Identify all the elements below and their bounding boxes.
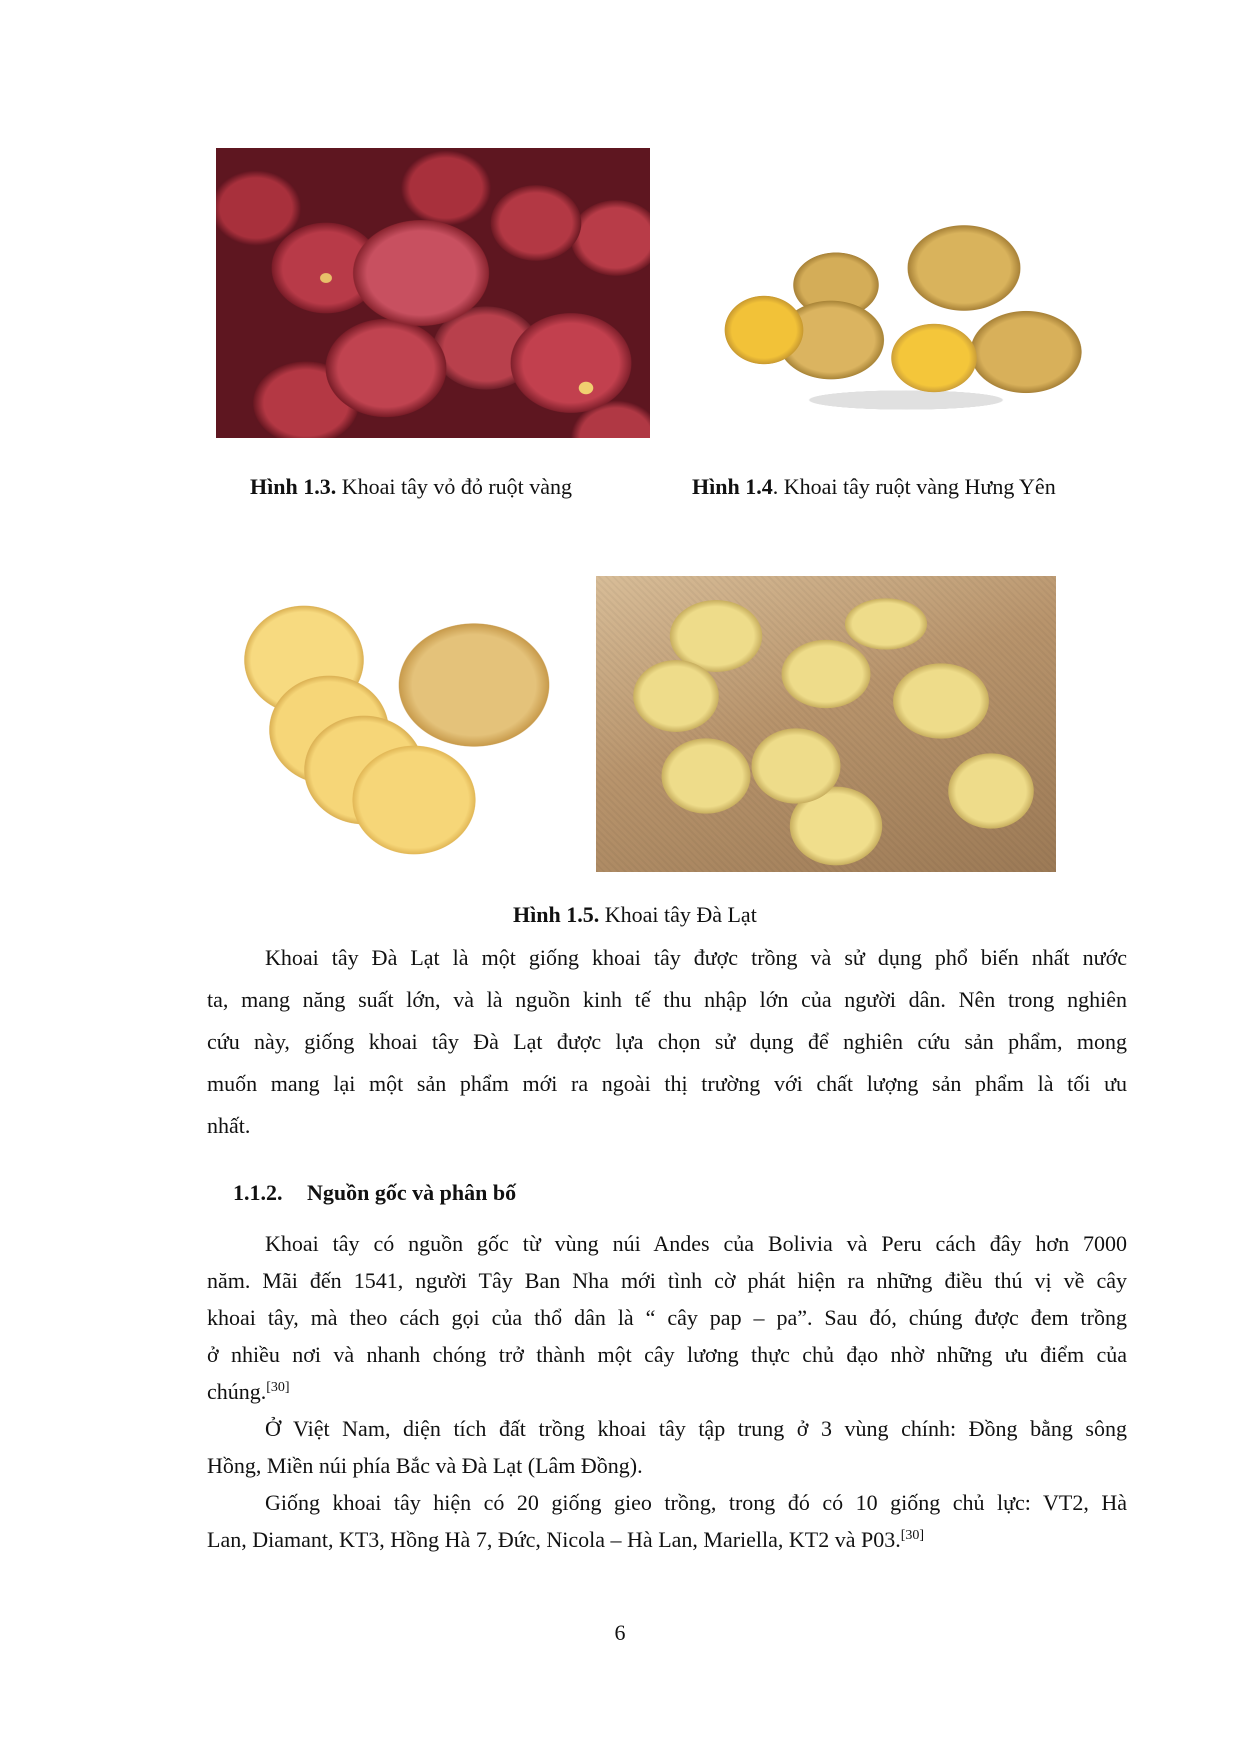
figure-1-3-image (216, 148, 650, 438)
figure-1-3-caption (250, 474, 572, 500)
paragraph-varieties (207, 1484, 1127, 1558)
text-line: Khoai tây có nguồn gốc từ vùng núi Andes của Bolivia và Peru cách đây hơn 7000 (265, 1231, 1127, 1256)
text-line: Giống khoai tây hiện có 20 giống gieo trồng, trong đó có 10 giống chủ lực: VT2, Hà (265, 1490, 1127, 1515)
caption-label: Hình 1.5. (513, 902, 600, 927)
text-line: ở nhiều nơi và nhanh chóng trở thành một cây lương thực chủ đạo nhờ những ưu điểm của (207, 1342, 1127, 1367)
figure-1-5-caption (513, 902, 757, 928)
page-number: 6 (614, 1620, 626, 1645)
text-line: muốn mang lại một sản phẩm mới ra ngoài thị trường với chất lượng sản phẩm là tối ưu (207, 1071, 1127, 1096)
caption-text: Khoai tây vỏ đỏ ruột vàng (336, 474, 573, 499)
section-number: 1.1.2. (233, 1180, 283, 1205)
citation-ref: [30] (900, 1528, 925, 1543)
figure-1-5-image-burlap (596, 576, 1056, 872)
text-line: nhất. (207, 1113, 251, 1138)
figure-1-4-image (706, 210, 1096, 410)
figure-1-5-image-sliced (244, 590, 574, 870)
section-title: Nguồn gốc và phân bố (307, 1180, 517, 1205)
citation-ref: [30] (266, 1380, 290, 1395)
text-line: Lan, Diamant, KT3, Hồng Hà 7, Đức, Nicola – Hà Lan, Mariella, KT2 và P03. (207, 1527, 901, 1552)
text-line: cứu này, giống khoai tây Đà Lạt được lựa chọn sử dụng để nghiên cứu sản phẩm, mong (207, 1029, 1127, 1054)
paragraph-origin (207, 1225, 1127, 1410)
text-line: năm. Mãi đến 1541, người Tây Ban Nha mới tình cờ phát hiện ra những điều thú vị về cây (207, 1268, 1127, 1293)
figure-1-4-caption (692, 474, 1056, 500)
paragraph-regions (207, 1410, 1127, 1484)
text-line: Hồng, Miền núi phía Bắc và Đà Lạt (Lâm Đồng). (207, 1453, 643, 1478)
caption-label: Hình 1.3. (250, 474, 337, 499)
text-line: Khoai tây Đà Lạt là một giống khoai tây được trồng và sử dụng phổ biến nhất nước (265, 945, 1127, 970)
text-line: Ở Việt Nam, diện tích đất trồng khoai tây tập trung ở 3 vùng chính: Đồng bằng sông (265, 1416, 1127, 1441)
text-line: khoai tây, mà theo cách gọi của thổ dân là “ cây pap – pa”. Sau đó, chúng được đem trồng (207, 1305, 1127, 1330)
text-line: chúng. (207, 1379, 267, 1404)
text-line: ta, mang năng suất lớn, và là nguồn kinh tế thu nhập lớn của người dân. Nên trong nghiên (207, 987, 1127, 1012)
caption-text: . Khoai tây ruột vàng Hưng Yên (772, 474, 1056, 499)
paragraph-dalat-potato (207, 937, 1127, 1147)
caption-text: Khoai tây Đà Lạt (599, 902, 757, 927)
section-heading (233, 1180, 516, 1206)
caption-label: Hình 1.4 (692, 474, 773, 499)
